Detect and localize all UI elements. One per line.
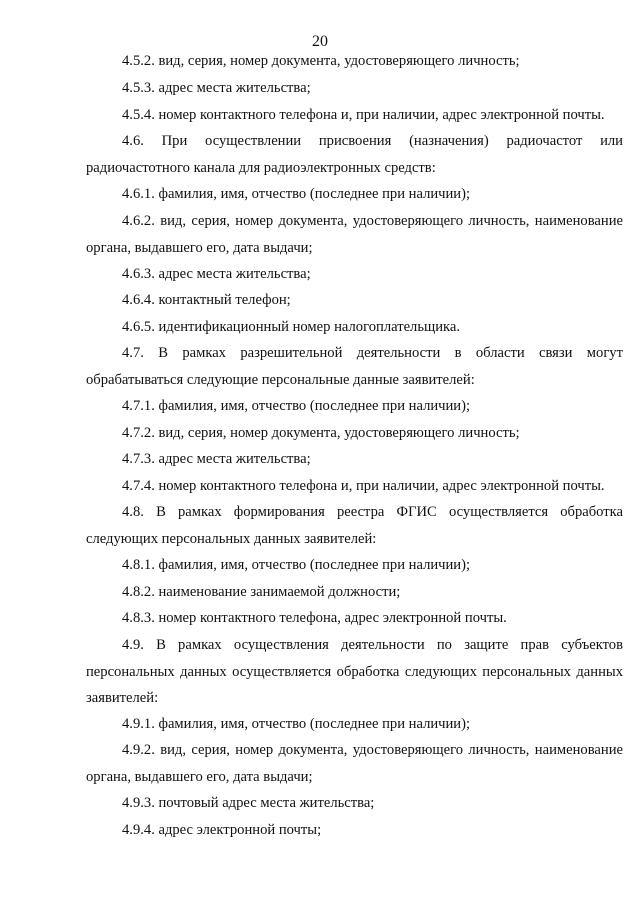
- paragraph-4-9-3: 4.9.3. почтовый адрес места жительства;: [122, 795, 375, 811]
- paragraph-4-7-1: 4.7.1. фамилия, имя, отчество (последнее при наличии);: [122, 398, 471, 414]
- paragraph-4-6-3: 4.6.3. адрес места жительства;: [122, 266, 311, 282]
- paragraph-4-6: 4.6. При осуществлении присвоения (назначения) радиочастот или радиочастотного канала для радиоэлектронных средств:: [86, 133, 623, 176]
- paragraph-4-6-1: 4.6.1. фамилия, имя, отчество (последнее при наличии);: [122, 186, 471, 202]
- page-number: 20: [312, 33, 328, 50]
- paragraph-4-5-4: 4.5.4. номер контактного телефона и, при наличии, адрес электронной почты.: [122, 107, 605, 123]
- paragraph-4-9-4: 4.9.4. адрес электронной почты;: [122, 822, 322, 838]
- paragraph-4-5-2: 4.5.2. вид, серия, номер документа, удостоверяющего личность;: [122, 53, 520, 69]
- paragraph-4-7: 4.7. В рамках разрешительной деятельности в области связи могут обрабатываться следующие персональные данные заявителей:: [86, 345, 623, 388]
- paragraph-4-9: 4.9. В рамках осуществления деятельности по защите прав субъектов персональных данных осуществляется обработка следующих персональных данных заявителей:: [86, 637, 623, 706]
- paragraph-4-6-2: 4.6.2. вид, серия, номер документа, удостоверяющего личность, наименование органа, выдавшего его, дата выдачи;: [86, 213, 623, 256]
- paragraph-4-8: 4.8. В рамках формирования реестра ФГИС осуществляется обработка следующих персональных данных заявителей:: [86, 504, 623, 547]
- paragraph-4-7-2: 4.7.2. вид, серия, номер документа, удостоверяющего личность;: [122, 425, 520, 441]
- paragraph-4-8-3: 4.8.3. номер контактного телефона, адрес электронной почты.: [122, 610, 507, 626]
- paragraph-4-8-2: 4.8.2. наименование занимаемой должности;: [122, 584, 401, 600]
- paragraph-4-6-4: 4.6.4. контактный телефон;: [122, 292, 291, 308]
- paragraph-4-6-5: 4.6.5. идентификационный номер налогоплательщика.: [122, 319, 461, 335]
- paragraph-4-7-3: 4.7.3. адрес места жительства;: [122, 451, 311, 467]
- paragraph-4-7-4: 4.7.4. номер контактного телефона и, при наличии, адрес электронной почты.: [122, 478, 605, 494]
- paragraph-4-5-3: 4.5.3. адрес места жительства;: [122, 80, 311, 96]
- paragraph-4-8-1: 4.8.1. фамилия, имя, отчество (последнее при наличии);: [122, 557, 471, 573]
- paragraph-4-9-1: 4.9.1. фамилия, имя, отчество (последнее при наличии);: [122, 716, 471, 732]
- paragraph-4-9-2: 4.9.2. вид, серия, номер документа, удостоверяющего личность, наименование органа, выдавшего его, дата выдачи;: [86, 742, 623, 785]
